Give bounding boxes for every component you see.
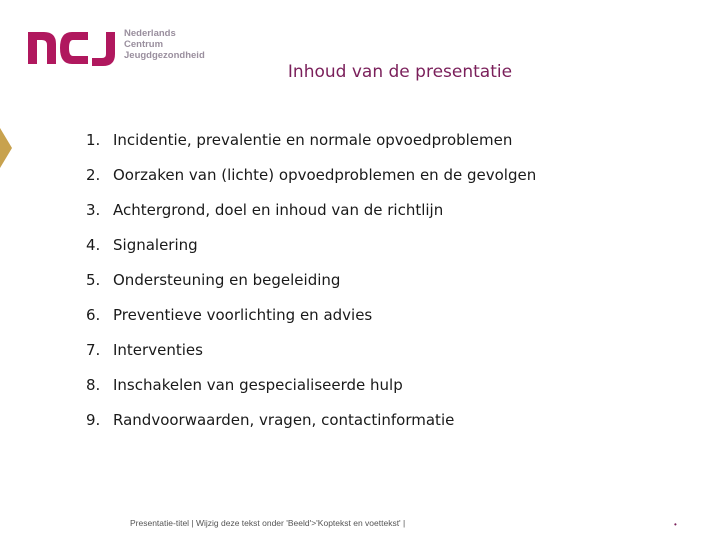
agenda-item bbox=[86, 157, 536, 192]
agenda-item bbox=[86, 122, 536, 157]
footer-text: Presentatie-titel | Wijzig deze tekst onder 'Beeld'>'Koptekst en voettekst' | bbox=[130, 518, 406, 528]
left-arrow-icon bbox=[0, 128, 12, 168]
agenda-item-text: Randvoorwaarden, vragen, contactinformatie bbox=[113, 410, 455, 429]
agenda-item-number: 1. bbox=[86, 130, 101, 149]
agenda-item-number: 9. bbox=[86, 410, 101, 429]
page-marker: • bbox=[674, 520, 677, 529]
agenda-item-number: 3. bbox=[86, 200, 101, 219]
agenda-item-text: Achtergrond, doel en inhoud van de richtlijn bbox=[113, 200, 444, 219]
agenda-item-text: Incidentie, prevalentie en normale opvoedproblemen bbox=[113, 130, 513, 149]
agenda-item bbox=[86, 192, 536, 227]
agenda-item-number: 5. bbox=[86, 270, 101, 289]
ncj-logo-text bbox=[124, 28, 205, 61]
logo-line-2: Centrum bbox=[124, 39, 164, 50]
agenda-item bbox=[86, 227, 536, 262]
logo-line-3: Jeugdgezondheid bbox=[124, 50, 205, 61]
agenda-list bbox=[86, 122, 536, 437]
slide-title: Inhoud van de presentatie bbox=[287, 62, 513, 82]
agenda-item-number: 6. bbox=[86, 305, 101, 324]
agenda-item-number: 4. bbox=[86, 235, 101, 254]
agenda-item-text: Signalering bbox=[113, 235, 198, 254]
agenda-item-text: Ondersteuning en begeleiding bbox=[113, 270, 341, 289]
agenda-item-number: 8. bbox=[86, 375, 101, 394]
agenda-item-text: Preventieve voorlichting en advies bbox=[113, 305, 373, 324]
agenda-item-text: Interventies bbox=[113, 340, 203, 359]
agenda-item bbox=[86, 367, 536, 402]
agenda-item-text: Oorzaken van (lichte) opvoedproblemen en de gevolgen bbox=[113, 165, 537, 184]
agenda-item bbox=[86, 262, 536, 297]
agenda-item bbox=[86, 297, 536, 332]
agenda-item bbox=[86, 402, 536, 437]
agenda-item bbox=[86, 332, 536, 367]
logo-line-1: Nederlands bbox=[124, 28, 176, 39]
agenda-item-number: 2. bbox=[86, 165, 101, 184]
agenda-item-number: 7. bbox=[86, 340, 101, 359]
agenda-item-text: Inschakelen van gespecialiseerde hulp bbox=[113, 375, 403, 394]
